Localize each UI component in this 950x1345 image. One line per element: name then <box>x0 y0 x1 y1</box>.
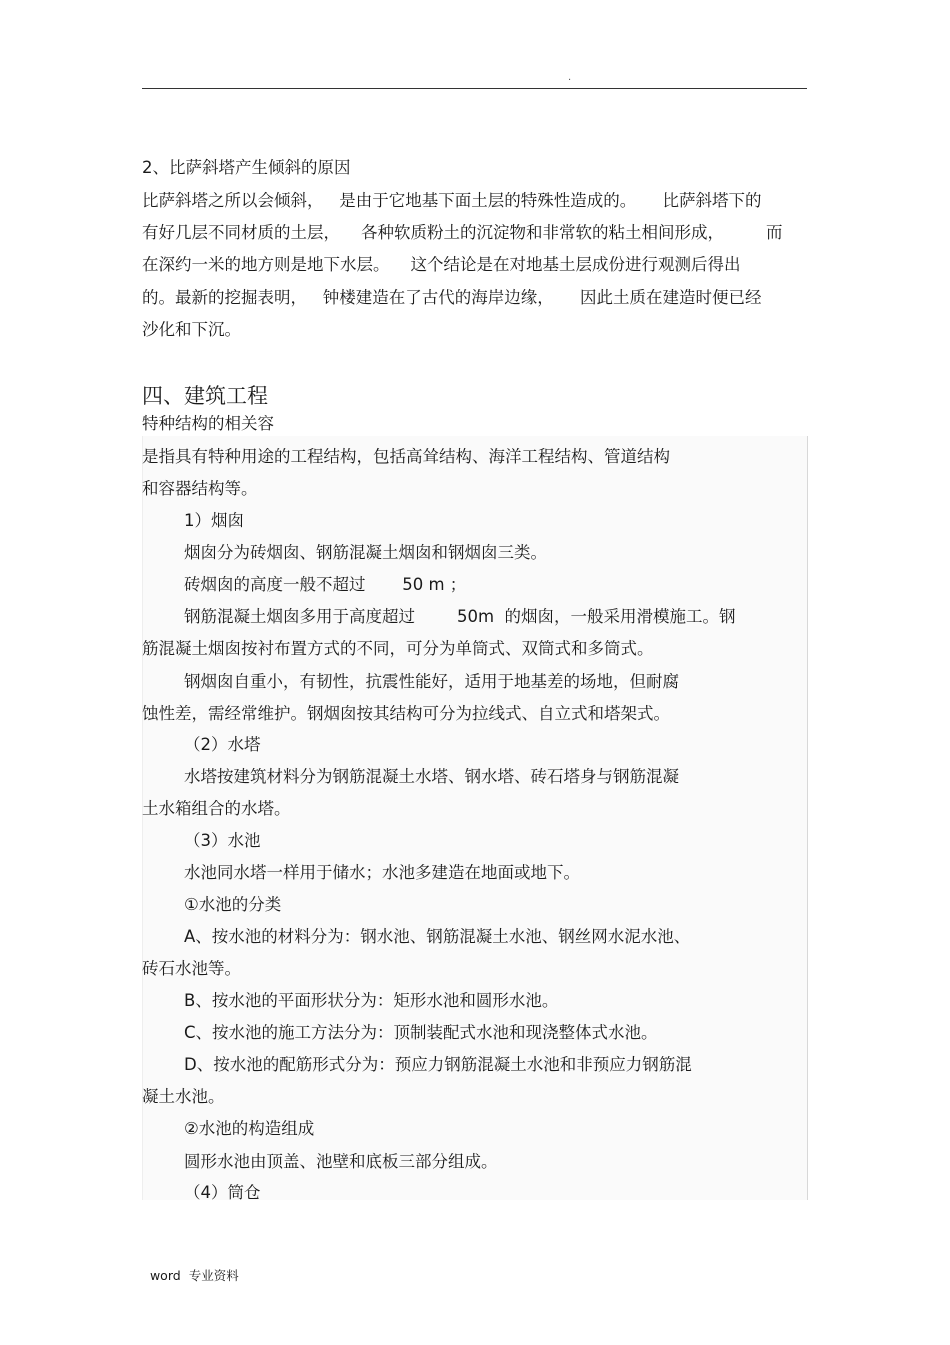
paragraph-line: B、按水池的平面形状分为：矩形水池和圆形水池。 <box>184 991 559 1010</box>
paragraph-line: 砖烟囱的高度一般不超过 50 m ； <box>184 575 467 594</box>
paragraph-line: 比萨斜塔之所以会倾斜， 是由于它地基下面土层的特殊性造成的。 比萨斜塔下的 <box>142 191 762 210</box>
list-heading: 1）烟囱 <box>184 511 244 530</box>
paragraph-line: 钢筋混凝土烟囱多用于高度超过 50m 的烟囱，一般采用滑模施工。钢 <box>184 607 736 626</box>
page-footer <box>142 1251 239 1284</box>
paragraph-line: 和容器结构等。 <box>142 479 258 498</box>
list-subheading: ①水池的分类 <box>184 895 282 914</box>
paragraph-line: 是指具有特种用途的工程结构，包括高耸结构、海洋工程结构、管道结构 <box>142 447 670 466</box>
paragraph-line: A、按水池的材料分为：钢水池、钢筋混凝土水池、钢丝网水泥水池、 <box>184 927 691 946</box>
header-rule <box>142 88 807 89</box>
paragraph-line: C、按水池的施工方法分为：顶制装配式水池和现浇整体式水池。 <box>184 1023 658 1042</box>
paragraph-line: 圆形水池由顶盖、池壁和底板三部分组成。 <box>184 1152 498 1171</box>
paragraph-line: 在深约一米的地方则是地下水层。 这个结论是在对地基土层成份进行观测后得出 <box>142 255 741 274</box>
paragraph-line: 钢烟囱自重小，有韧性，抗震性能好，适用于地基差的场地，但耐腐 <box>184 672 679 691</box>
subheading: 特种结构的相关容 <box>142 414 274 433</box>
paragraph-line: 砖石水池等。 <box>142 959 241 978</box>
section-title: 2、比萨斜塔产生倾斜的原因 <box>142 158 351 177</box>
paragraph-line: 有好几层不同材质的土层， 各种软质粉土的沉淀物和非常软的粘土相间形成， 而 <box>142 223 783 242</box>
footer-right: 专业资料 <box>188 1268 239 1283</box>
paragraph-line: 沙化和下沉。 <box>142 320 241 339</box>
paragraph-line: 烟囱分为砖烟囱、钢筋混凝土烟囱和钢烟囱三类。 <box>184 543 547 562</box>
chapter-heading: 四、建筑工程 <box>142 384 268 408</box>
paragraph-line: 蚀性差，需经常维护。钢烟囱按其结构可分为拉线式、自立式和塔架式。 <box>142 704 670 723</box>
list-heading: （4）筒仓 <box>184 1183 261 1202</box>
list-subheading: ②水池的构造组成 <box>184 1119 315 1138</box>
list-heading: （3）水池 <box>184 831 261 850</box>
paragraph-line: 筋混凝土烟囱按衬布置方式的不同，可分为单筒式、双筒式和多筒式。 <box>142 639 654 658</box>
paragraph-line: 水塔按建筑材料分为钢筋混凝土水塔、钢水塔、砖石塔身与钢筋混凝 <box>184 767 679 786</box>
paragraph-line: 凝土水池。 <box>142 1087 225 1106</box>
paragraph-line: D、按水池的配筋形式分为：预应力钢筋混凝土水池和非预应力钢筋混 <box>184 1055 692 1074</box>
paragraph-line: 土水箱组合的水塔。 <box>142 799 291 818</box>
header-dot: . <box>568 72 572 83</box>
paragraph-line: 水池同水塔一样用于储水；水池多建造在地面或地下。 <box>184 863 580 882</box>
list-heading: （2）水塔 <box>184 735 261 754</box>
paragraph-line: 的。最新的挖掘表明， 钟楼建造在了古代的海岸边缘， 因此土质在建造时便已经 <box>142 288 762 307</box>
footer-left: word <box>149 1268 181 1283</box>
